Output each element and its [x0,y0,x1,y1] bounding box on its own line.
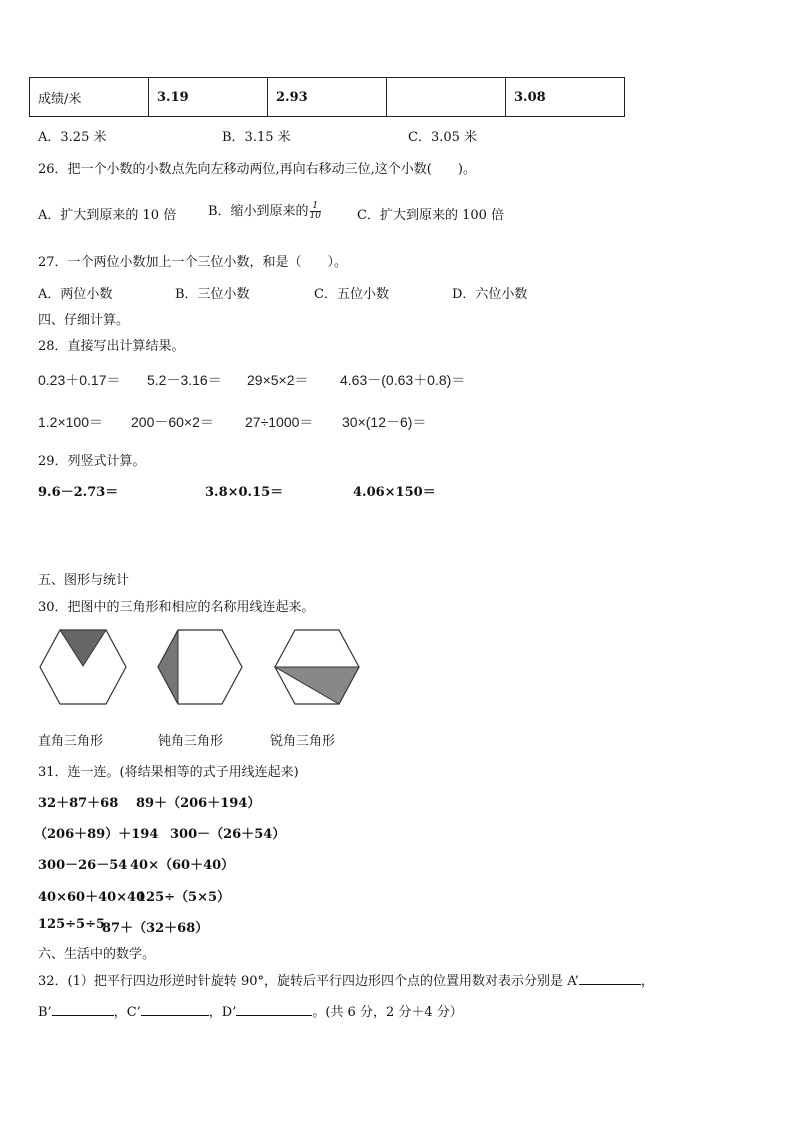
q32-d-label: ，D’ [208,1005,237,1020]
q28-expr: 30×(12－6)＝ [342,414,427,430]
section-6-heading: 六、生活中的数学。 [38,947,156,962]
shaded-obtuse-triangle [158,630,178,704]
answer-blank-b[interactable] [52,1014,114,1016]
score-table [29,77,625,117]
q28-expr: 4.63－(0.63＋0.8)＝ [340,372,466,388]
q29-item: 4.06×150＝ [353,485,436,500]
q27-option-d: D．六位小数 [452,287,528,302]
q31-right-expr: 300－（26＋54） [170,827,286,842]
q29-item: 9.6－2.73＝ [38,485,119,500]
q28-expr: 0.23＋0.17＝ [38,372,121,388]
q25-option-a: A．3.25 米 [38,130,107,145]
hexagon-acute-triangle-figure [273,628,361,706]
section-4-heading: 四、仔细计算。 [38,313,130,328]
q27-option-b: B．三位小数 [175,287,250,302]
q31-right-expr: 89＋（206＋194） [136,796,261,811]
q30-label-obtuse-triangle: 钝角三角形 [158,734,224,749]
q25-option-c: C．3.05 米 [408,130,478,145]
answer-blank-a[interactable] [579,983,641,985]
hexagon-obtuse-triangle-figure [156,628,244,706]
answer-blank-d[interactable] [236,1014,312,1016]
q28-stem: 28．直接写出计算结果。 [38,339,185,354]
q25-option-b: B．3.15 米 [222,130,291,145]
q31-left-expr: 125÷5÷5 [38,917,106,932]
q30-label-right-triangle: 直角三角形 [38,734,104,749]
table-cell: 3.19 [149,78,268,117]
q31-left-expr: 32＋87＋68 [38,796,119,811]
q27-option-a: A．两位小数 [38,287,113,302]
fraction-numerator: 1 [310,202,321,212]
q30-stem: 30．把图中的三角形和相应的名称用线连起来。 [38,600,315,615]
q28-expr: 1.2×100＝ [38,414,103,430]
q32-line2 [38,1001,463,1020]
q30-label-acute-triangle: 锐角三角形 [270,734,336,749]
table-cell: 3.08 [506,78,625,117]
q32-b-label: B’ [38,1005,52,1020]
table-cell: 成绩/米 [30,78,149,117]
q31-left-expr: （206＋89）＋194 [34,827,159,842]
answer-blank-c[interactable] [141,1014,209,1016]
q29-stem: 29．列竖式计算。 [38,454,146,469]
q32-line1 [38,970,654,989]
table-row [30,78,625,117]
q32-tail: 。(共 6 分，2 分＋4 分） [312,1005,463,1020]
q31-right-expr: 40×（60＋40） [130,858,235,873]
q28-expr: 29×5×2＝ [247,372,309,388]
q28-expr: 27÷1000＝ [245,414,314,430]
q26-stem: 26．把一个小数的小数点先向左移动两位,再向右移动三位,这个小数( )。 [38,162,476,177]
table-cell: 2.93 [268,78,387,117]
q32-comma: ， [640,974,654,989]
q29-item: 3.8×0.15＝ [205,485,284,500]
q28-expr: 5.2－3.16＝ [147,372,222,388]
section-5-heading: 五、图形与统计 [38,573,130,588]
fraction-denominator: 10 [309,211,322,221]
q32-c-label: ，C’ [113,1005,141,1020]
q31-right-expr: 87＋（32＋68） [102,921,209,936]
table-cell [387,78,506,117]
q31-stem: 31．连一连。(将结果相等的式子用线连起来) [38,765,299,780]
q26-option-a: A．扩大到原来的 10 倍 [38,208,177,223]
q26-option-b [208,200,322,221]
fraction [310,202,321,221]
q31-left-expr: 300－26－54 [38,858,128,873]
q26-option-c: C．扩大到原来的 100 倍 [357,208,505,223]
q27-stem: 27．一个两位小数加上一个三位小数，和是（ ）。 [38,255,348,270]
q28-expr: 200－60×2＝ [131,414,214,430]
q31-left-expr: 40×60＋40×40 [38,890,146,905]
hexagon-right-triangle-figure [38,628,128,706]
q31-right-expr: 125÷（5×5） [137,890,231,905]
q26-option-b-text: B．缩小到原来的 [208,204,309,219]
q27-option-c: C．五位小数 [314,287,389,302]
q32-text: 32．(1）把平行四边形逆时针旋转 90°，旋转后平行四边形四个点的位置用数对表示分别是 A’ [38,974,579,989]
